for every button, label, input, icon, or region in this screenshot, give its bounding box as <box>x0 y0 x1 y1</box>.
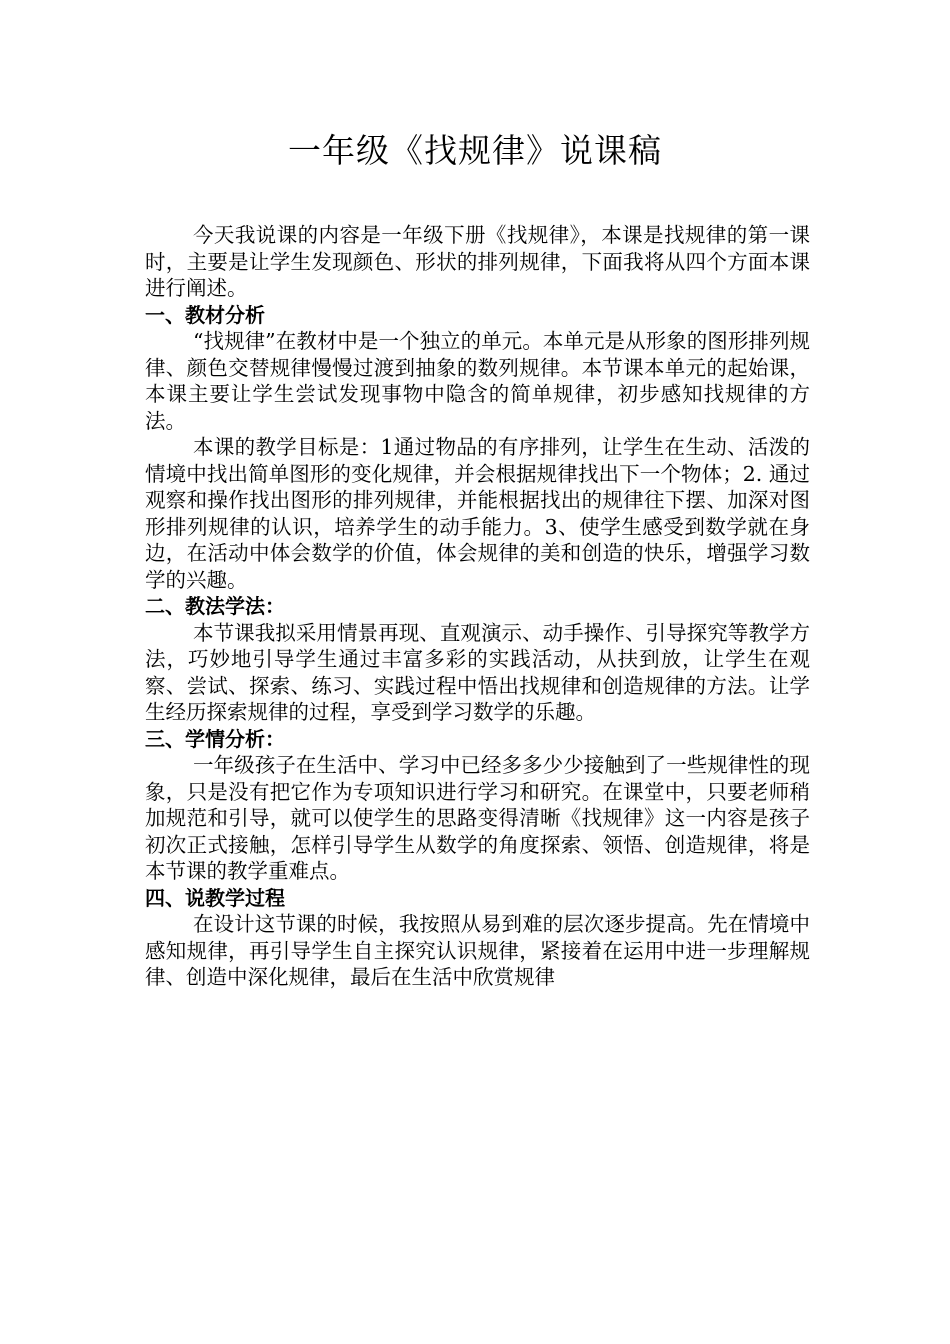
section-heading-teaching-methods: 二、教法学法： <box>145 594 285 618</box>
document-title: 一年级《找规律》说课稿 <box>288 131 662 170</box>
document-body <box>145 222 810 991</box>
section-heading-teaching-process: 四、说教学过程 <box>145 885 285 910</box>
student-analysis-paragraph: 一年级孩子在生活中、学习中已经多多少少接触到了一些规律性的现象，只是没有把它作为专项知识进行学习和研究。在课堂中，只要老师稍加规范和引导，就可以使学生的思路变得清晰《找规律》这一内容是孩子初次正式接触，怎样引导学生从数学的角度探索、领悟、创造规律，将是本节课的教学重难点。 <box>145 753 810 883</box>
teaching-methods-paragraph: 本节课我拟采用情景再现、直观演示、动手操作、引导探究等教学方法，巧妙地引导学生通过丰富多彩的实践活动，从扶到放，让学生在观察、尝试、探索、练习、实践过程中悟出找规律和创造规律的方法。让学生经历探索规律的过程，享受到学习数学的乐趣。 <box>145 620 810 724</box>
teaching-process-paragraph: 在设计这节课的时候，我按照从易到难的层次逐步提高。先在情境中感知规律，再引导学生自主探究认识规律，紧接着在运用中进一步理解规律、创造中深化规律，最后在生活中欣赏规律 <box>145 912 810 989</box>
teaching-goals-paragraph: 本课的教学目标是：1通过物品的有序排列，让学生在生动、活泼的情境中找出简单图形的变化规律，并会根据规律找出下一个物体；2. 通过观察和操作找出图形的排列规律，并能根据找出的规律往下摆、加深对图形排列规律的认识，培养学生的动手能力。3、使学生感受到数学就在身边，在活动中体会数学的价值，体会规律的美和创造的快乐，增强学习数学的兴趣。 <box>145 435 810 592</box>
section-heading-student-analysis: 三、学情分析： <box>145 726 285 751</box>
textbook-analysis-paragraph: “找规律”在教材中是一个独立的单元。本单元是从形象的图形排列规律、颜色交替规律慢慢过渡到抽象的数列规律。本节课本单元的起始课，本课主要让学生尝试发现事物中隐含的简单规律，初步感知找规律的方法。 <box>145 329 810 433</box>
intro-paragraph: 今天我说课的内容是一年级下册《找规律》，本课是找规律的第一课时，主要是让学生发现颜色、形状的排列规律，下面我将从四个方面本课进行阐述。 <box>145 223 810 300</box>
section-heading-textbook-analysis: 一、教材分析 <box>145 302 265 327</box>
